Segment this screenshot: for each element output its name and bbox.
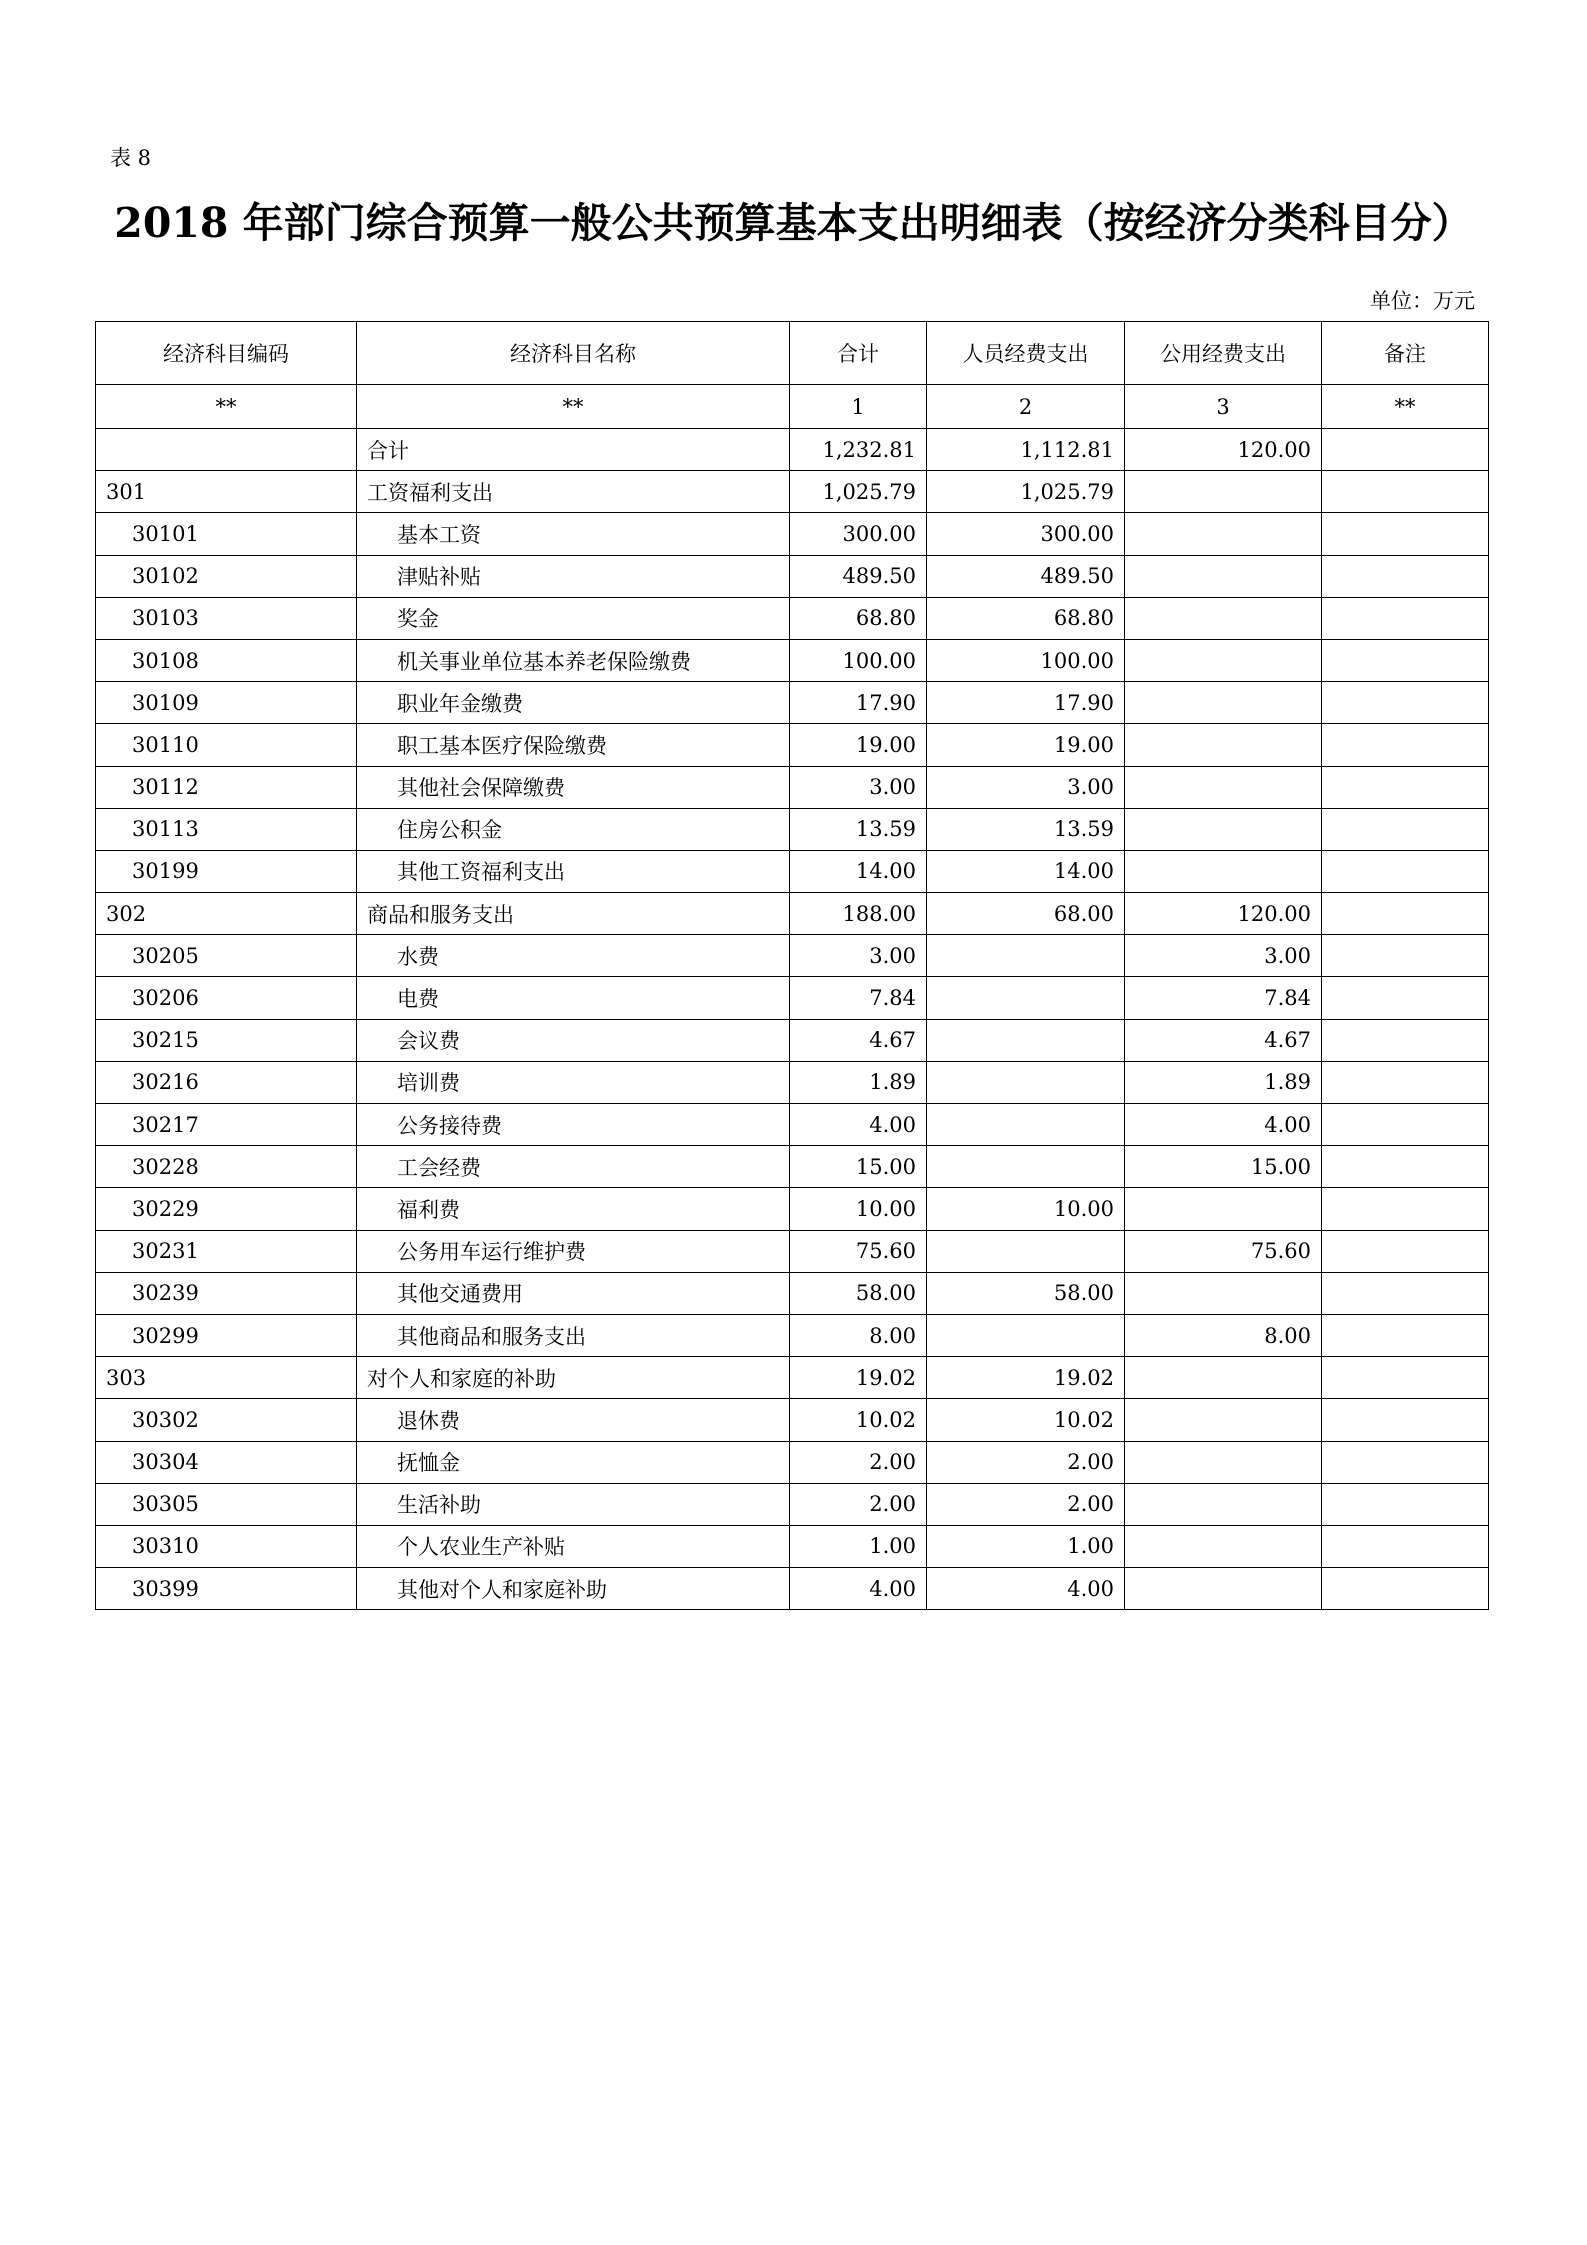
- unit-label: 单位：万元: [1370, 289, 1475, 313]
- row-code: 30205: [96, 935, 357, 977]
- row-code: 30103: [96, 597, 357, 639]
- row-code: 30112: [96, 766, 357, 808]
- row-total: 4.00: [790, 1568, 927, 1610]
- column-header: 人员经费支出: [927, 322, 1125, 385]
- row-code: 30113: [96, 808, 357, 850]
- row-personnel: 68.00: [927, 893, 1125, 935]
- row-public: [1125, 808, 1322, 850]
- row-note: [1322, 1061, 1489, 1103]
- row-code: 30110: [96, 724, 357, 766]
- row-name: 其他商品和服务支出: [357, 1314, 790, 1356]
- row-name: 职业年金缴费: [357, 682, 790, 724]
- row-total: 1,025.79: [790, 471, 927, 513]
- table-row: [96, 1525, 1489, 1567]
- row-code: 30229: [96, 1188, 357, 1230]
- row-total: 1.89: [790, 1061, 927, 1103]
- row-name: 抚恤金: [357, 1441, 790, 1483]
- row-total: 7.84: [790, 977, 927, 1019]
- table-row: [96, 1188, 1489, 1230]
- row-note: [1322, 1104, 1489, 1146]
- column-header: 合计: [790, 322, 927, 385]
- row-public: 8.00: [1125, 1314, 1322, 1356]
- row-name: 培训费: [357, 1061, 790, 1103]
- row-personnel: 14.00: [927, 850, 1125, 892]
- row-total: 10.02: [790, 1399, 927, 1441]
- row-personnel: 19.02: [927, 1357, 1125, 1399]
- column-index: 2: [927, 385, 1125, 429]
- row-personnel: [927, 1019, 1125, 1061]
- row-total: 3.00: [790, 935, 927, 977]
- row-code: 30215: [96, 1019, 357, 1061]
- row-code: 30399: [96, 1568, 357, 1610]
- row-code: 30217: [96, 1104, 357, 1146]
- table-number: 表 8: [110, 146, 152, 170]
- table-row: [96, 513, 1489, 555]
- row-total: 100.00: [790, 639, 927, 681]
- column-header: 经济科目名称: [357, 322, 790, 385]
- row-total: 14.00: [790, 850, 927, 892]
- row-public: [1125, 1568, 1322, 1610]
- row-name: 职工基本医疗保险缴费: [357, 724, 790, 766]
- row-name: 水费: [357, 935, 790, 977]
- table-row: [96, 1104, 1489, 1146]
- row-name: 住房公积金: [357, 808, 790, 850]
- row-code: 30108: [96, 639, 357, 681]
- table-row: [96, 893, 1489, 935]
- row-note: [1322, 1188, 1489, 1230]
- table-row: [96, 977, 1489, 1019]
- row-note: [1322, 1357, 1489, 1399]
- row-name: 商品和服务支出: [357, 893, 790, 935]
- row-public: 120.00: [1125, 429, 1322, 471]
- row-public: 120.00: [1125, 893, 1322, 935]
- row-total: 300.00: [790, 513, 927, 555]
- row-note: [1322, 893, 1489, 935]
- row-public: 4.67: [1125, 1019, 1322, 1061]
- row-personnel: [927, 1314, 1125, 1356]
- row-code: 30109: [96, 682, 357, 724]
- row-personnel: 2.00: [927, 1483, 1125, 1525]
- column-index: **: [96, 385, 357, 429]
- row-public: [1125, 471, 1322, 513]
- row-public: 75.60: [1125, 1230, 1322, 1272]
- column-index: 3: [1125, 385, 1322, 429]
- row-name: 福利费: [357, 1188, 790, 1230]
- row-personnel: 4.00: [927, 1568, 1125, 1610]
- row-total: 2.00: [790, 1483, 927, 1525]
- row-total: 75.60: [790, 1230, 927, 1272]
- row-name: 生活补助: [357, 1483, 790, 1525]
- table-row: [96, 766, 1489, 808]
- row-personnel: 1.00: [927, 1525, 1125, 1567]
- row-note: [1322, 513, 1489, 555]
- row-public: [1125, 1272, 1322, 1314]
- row-name: 合计: [357, 429, 790, 471]
- row-personnel: 13.59: [927, 808, 1125, 850]
- row-note: [1322, 1019, 1489, 1061]
- row-total: 68.80: [790, 597, 927, 639]
- row-note: [1322, 639, 1489, 681]
- column-index: 1: [790, 385, 927, 429]
- row-public: [1125, 639, 1322, 681]
- table-row: [96, 1568, 1489, 1610]
- row-code: 30239: [96, 1272, 357, 1314]
- row-code: 30299: [96, 1314, 357, 1356]
- row-personnel: [927, 1230, 1125, 1272]
- row-note: [1322, 977, 1489, 1019]
- row-code: 30206: [96, 977, 357, 1019]
- table-row: [96, 1357, 1489, 1399]
- row-total: 19.00: [790, 724, 927, 766]
- row-code: 30216: [96, 1061, 357, 1103]
- row-note: [1322, 1146, 1489, 1188]
- row-public: [1125, 1357, 1322, 1399]
- row-total: 58.00: [790, 1272, 927, 1314]
- column-index-row: [96, 385, 1489, 429]
- row-public: [1125, 1188, 1322, 1230]
- row-code: 303: [96, 1357, 357, 1399]
- column-index: **: [357, 385, 790, 429]
- table-row: [96, 1019, 1489, 1061]
- row-note: [1322, 935, 1489, 977]
- row-public: 3.00: [1125, 935, 1322, 977]
- row-total: 489.50: [790, 555, 927, 597]
- table-row: [96, 1483, 1489, 1525]
- row-note: [1322, 429, 1489, 471]
- row-public: 15.00: [1125, 1146, 1322, 1188]
- row-public: 7.84: [1125, 977, 1322, 1019]
- row-public: [1125, 1441, 1322, 1483]
- row-note: [1322, 1314, 1489, 1356]
- column-header: 公用经费支出: [1125, 322, 1322, 385]
- row-total: 1,232.81: [790, 429, 927, 471]
- expenditure-table: [95, 321, 1489, 1610]
- row-note: [1322, 766, 1489, 808]
- row-name: 其他交通费用: [357, 1272, 790, 1314]
- row-total: 1.00: [790, 1525, 927, 1567]
- table-row: [96, 471, 1489, 513]
- row-code: 30302: [96, 1399, 357, 1441]
- table-row: [96, 1230, 1489, 1272]
- row-total: 19.02: [790, 1357, 927, 1399]
- page-title: 2018 年部门综合预算一般公共预算基本支出明细表（按经济分类科目分）: [114, 199, 1473, 247]
- row-note: [1322, 724, 1489, 766]
- row-total: 13.59: [790, 808, 927, 850]
- row-code: 30228: [96, 1146, 357, 1188]
- row-personnel: 100.00: [927, 639, 1125, 681]
- row-personnel: 489.50: [927, 555, 1125, 597]
- row-personnel: 2.00: [927, 1441, 1125, 1483]
- row-total: 15.00: [790, 1146, 927, 1188]
- row-public: 4.00: [1125, 1104, 1322, 1146]
- table-row: [96, 1061, 1489, 1103]
- table-row: [96, 429, 1489, 471]
- row-public: [1125, 850, 1322, 892]
- row-code: 30231: [96, 1230, 357, 1272]
- row-code: 30102: [96, 555, 357, 597]
- row-public: [1125, 1399, 1322, 1441]
- row-note: [1322, 1441, 1489, 1483]
- row-public: [1125, 1525, 1322, 1567]
- row-code: 301: [96, 471, 357, 513]
- row-note: [1322, 597, 1489, 639]
- row-note: [1322, 850, 1489, 892]
- row-public: [1125, 682, 1322, 724]
- row-total: 2.00: [790, 1441, 927, 1483]
- row-total: 188.00: [790, 893, 927, 935]
- row-personnel: 1,025.79: [927, 471, 1125, 513]
- row-code: [96, 429, 357, 471]
- table-row: [96, 1272, 1489, 1314]
- row-note: [1322, 808, 1489, 850]
- row-total: 8.00: [790, 1314, 927, 1356]
- row-personnel: [927, 935, 1125, 977]
- row-public: [1125, 555, 1322, 597]
- row-personnel: 19.00: [927, 724, 1125, 766]
- row-code: 30305: [96, 1483, 357, 1525]
- row-note: [1322, 1272, 1489, 1314]
- row-personnel: [927, 1104, 1125, 1146]
- table-header-row: [96, 322, 1489, 385]
- row-total: 17.90: [790, 682, 927, 724]
- row-name: 对个人和家庭的补助: [357, 1357, 790, 1399]
- table-row: [96, 682, 1489, 724]
- row-total: 4.67: [790, 1019, 927, 1061]
- table-row: [96, 1314, 1489, 1356]
- row-code: 302: [96, 893, 357, 935]
- row-note: [1322, 1568, 1489, 1610]
- table-row: [96, 597, 1489, 639]
- row-note: [1322, 682, 1489, 724]
- row-personnel: 1,112.81: [927, 429, 1125, 471]
- row-note: [1322, 471, 1489, 513]
- row-note: [1322, 1399, 1489, 1441]
- row-personnel: [927, 1146, 1125, 1188]
- row-code: 30101: [96, 513, 357, 555]
- row-name: 退休费: [357, 1399, 790, 1441]
- row-note: [1322, 1525, 1489, 1567]
- row-personnel: 68.80: [927, 597, 1125, 639]
- column-index: **: [1322, 385, 1489, 429]
- row-public: [1125, 513, 1322, 555]
- row-name: 电费: [357, 977, 790, 1019]
- row-name: 工会经费: [357, 1146, 790, 1188]
- column-header: 备注: [1322, 322, 1489, 385]
- row-name: 其他社会保障缴费: [357, 766, 790, 808]
- row-name: 奖金: [357, 597, 790, 639]
- row-public: [1125, 1483, 1322, 1525]
- row-personnel: 10.00: [927, 1188, 1125, 1230]
- row-code: 30199: [96, 850, 357, 892]
- row-name: 其他对个人和家庭补助: [357, 1568, 790, 1610]
- row-name: 公务接待费: [357, 1104, 790, 1146]
- row-name: 会议费: [357, 1019, 790, 1061]
- row-personnel: 300.00: [927, 513, 1125, 555]
- row-name: 公务用车运行维护费: [357, 1230, 790, 1272]
- row-code: 30304: [96, 1441, 357, 1483]
- row-personnel: 10.02: [927, 1399, 1125, 1441]
- row-total: 3.00: [790, 766, 927, 808]
- row-personnel: [927, 977, 1125, 1019]
- row-name: 机关事业单位基本养老保险缴费: [357, 639, 790, 681]
- table-row: [96, 850, 1489, 892]
- row-name: 个人农业生产补贴: [357, 1525, 790, 1567]
- row-code: 30310: [96, 1525, 357, 1567]
- row-note: [1322, 1483, 1489, 1525]
- table-row: [96, 935, 1489, 977]
- table-row: [96, 555, 1489, 597]
- row-public: 1.89: [1125, 1061, 1322, 1103]
- row-name: 工资福利支出: [357, 471, 790, 513]
- row-name: 津贴补贴: [357, 555, 790, 597]
- row-personnel: 17.90: [927, 682, 1125, 724]
- row-personnel: [927, 1061, 1125, 1103]
- column-header: 经济科目编码: [96, 322, 357, 385]
- table-row: [96, 1399, 1489, 1441]
- row-name: 其他工资福利支出: [357, 850, 790, 892]
- row-public: [1125, 597, 1322, 639]
- row-note: [1322, 1230, 1489, 1272]
- row-public: [1125, 724, 1322, 766]
- table-row: [96, 724, 1489, 766]
- table-row: [96, 1146, 1489, 1188]
- row-total: 10.00: [790, 1188, 927, 1230]
- table-row: [96, 1441, 1489, 1483]
- table-body: [96, 429, 1489, 1610]
- row-note: [1322, 555, 1489, 597]
- row-name: 基本工资: [357, 513, 790, 555]
- row-personnel: 58.00: [927, 1272, 1125, 1314]
- row-public: [1125, 766, 1322, 808]
- row-personnel: 3.00: [927, 766, 1125, 808]
- row-total: 4.00: [790, 1104, 927, 1146]
- table-row: [96, 639, 1489, 681]
- table-row: [96, 808, 1489, 850]
